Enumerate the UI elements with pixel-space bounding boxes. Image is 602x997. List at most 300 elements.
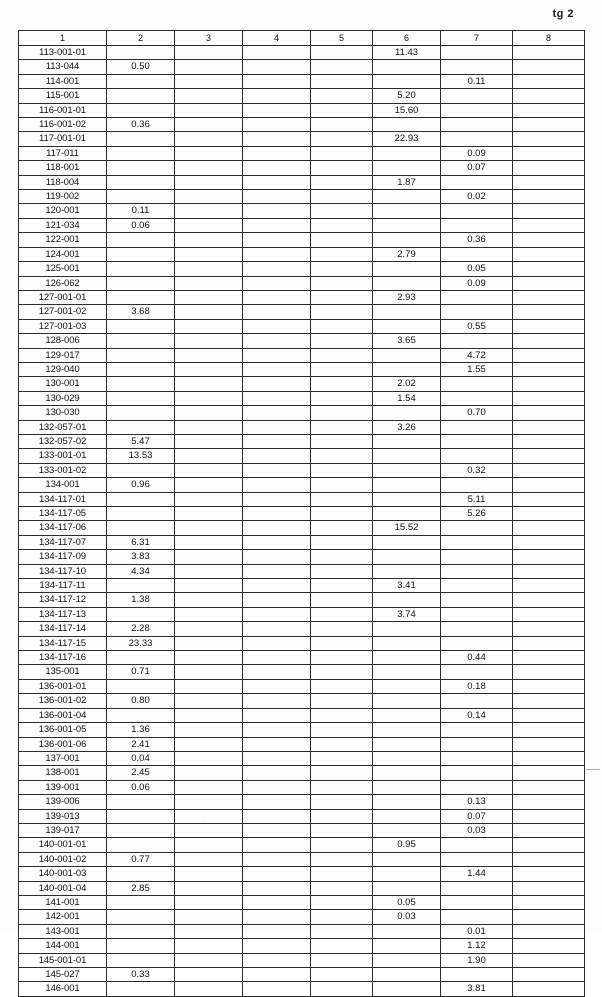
value-cell-col4: [243, 564, 311, 578]
value-cell-col4: [243, 867, 311, 881]
value-cell-col3: [175, 622, 243, 636]
row-code-cell: 130-030: [19, 406, 107, 420]
value-cell-col4: [243, 334, 311, 348]
table-row: [19, 233, 585, 247]
table-row: [19, 204, 585, 218]
value-cell-col6: 5.20: [373, 89, 441, 103]
value-cell-col6: 1.54: [373, 391, 441, 405]
value-cell-col3: [175, 74, 243, 88]
row-code-cell: 122-001: [19, 233, 107, 247]
value-cell-col8: [513, 852, 585, 866]
page-header-label: tg 2: [552, 8, 574, 20]
column-header-3: 3: [175, 31, 243, 46]
value-cell-col2: [107, 89, 175, 103]
value-cell-col8: [513, 708, 585, 722]
value-cell-col8: [513, 737, 585, 751]
row-code-cell: 121-034: [19, 218, 107, 232]
value-cell-col2: 6.31: [107, 535, 175, 549]
row-code-cell: 140-001-04: [19, 881, 107, 895]
value-cell-col8: [513, 521, 585, 535]
value-cell-col6: [373, 463, 441, 477]
value-cell-col3: [175, 694, 243, 708]
value-cell-col2: 0.77: [107, 852, 175, 866]
table-row: [19, 780, 585, 794]
value-cell-col3: [175, 118, 243, 132]
value-cell-col5: [311, 46, 373, 60]
table-row: [19, 463, 585, 477]
value-cell-col5: [311, 737, 373, 751]
value-cell-col8: [513, 233, 585, 247]
value-cell-col7: [441, 449, 513, 463]
value-cell-col5: [311, 521, 373, 535]
row-code-cell: 132-057-02: [19, 434, 107, 448]
table-row: [19, 478, 585, 492]
table-row: [19, 175, 585, 189]
value-cell-col6: [373, 924, 441, 938]
value-cell-col3: [175, 233, 243, 247]
value-cell-col5: [311, 262, 373, 276]
value-cell-col8: [513, 420, 585, 434]
table-row: [19, 679, 585, 693]
value-cell-col5: [311, 751, 373, 765]
value-cell-col6: [373, 305, 441, 319]
value-cell-col4: [243, 939, 311, 953]
row-code-cell: 120-001: [19, 204, 107, 218]
value-cell-col4: [243, 218, 311, 232]
value-cell-col7: 0.05: [441, 262, 513, 276]
value-cell-col2: 5.47: [107, 434, 175, 448]
value-cell-col3: [175, 780, 243, 794]
row-code-cell: 139-017: [19, 823, 107, 837]
value-cell-col4: [243, 521, 311, 535]
value-cell-col7: [441, 852, 513, 866]
value-cell-col6: [373, 708, 441, 722]
value-cell-col8: [513, 218, 585, 232]
value-cell-col5: [311, 463, 373, 477]
value-cell-col7: 1.44: [441, 867, 513, 881]
row-code-cell: 134-117-12: [19, 593, 107, 607]
value-cell-col2: [107, 651, 175, 665]
value-cell-col3: [175, 319, 243, 333]
row-code-cell: 144-001: [19, 939, 107, 953]
table-row: [19, 89, 585, 103]
value-cell-col8: [513, 175, 585, 189]
value-cell-col3: [175, 521, 243, 535]
value-cell-col8: [513, 939, 585, 953]
value-cell-col6: [373, 74, 441, 88]
value-cell-col7: [441, 175, 513, 189]
value-cell-col4: [243, 74, 311, 88]
table-row: [19, 723, 585, 737]
value-cell-col4: [243, 247, 311, 261]
column-header-7: 7: [441, 31, 513, 46]
value-cell-col8: [513, 564, 585, 578]
value-cell-col6: [373, 564, 441, 578]
value-cell-col5: [311, 305, 373, 319]
value-cell-col5: [311, 319, 373, 333]
table-row: [19, 492, 585, 506]
value-cell-col7: [441, 535, 513, 549]
value-cell-col8: [513, 953, 585, 967]
table-row: [19, 579, 585, 593]
value-cell-col2: 2.45: [107, 766, 175, 780]
value-cell-col2: [107, 895, 175, 909]
column-header-2: 2: [107, 31, 175, 46]
value-cell-col2: [107, 348, 175, 362]
value-cell-col7: [441, 334, 513, 348]
value-cell-col5: [311, 118, 373, 132]
table-body: [19, 46, 585, 997]
table-row: [19, 362, 585, 376]
value-cell-col4: [243, 46, 311, 60]
value-cell-col8: [513, 204, 585, 218]
value-cell-col6: [373, 679, 441, 693]
row-code-cell: 134-117-16: [19, 651, 107, 665]
value-cell-col3: [175, 334, 243, 348]
value-cell-col7: [441, 478, 513, 492]
value-cell-col2: [107, 521, 175, 535]
value-cell-col6: [373, 809, 441, 823]
table-row: [19, 939, 585, 953]
value-cell-col8: [513, 550, 585, 564]
value-cell-col3: [175, 766, 243, 780]
value-cell-col7: 0.55: [441, 319, 513, 333]
value-cell-col5: [311, 593, 373, 607]
value-cell-col5: [311, 420, 373, 434]
value-cell-col4: [243, 305, 311, 319]
table-row: [19, 550, 585, 564]
value-cell-col4: [243, 679, 311, 693]
value-cell-col2: [107, 290, 175, 304]
value-cell-col2: [107, 190, 175, 204]
value-cell-col2: [107, 233, 175, 247]
value-cell-col4: [243, 175, 311, 189]
value-cell-col7: [441, 204, 513, 218]
row-code-cell: 116-001-02: [19, 118, 107, 132]
value-cell-col3: [175, 579, 243, 593]
value-cell-col7: [441, 910, 513, 924]
table-row: [19, 867, 585, 881]
value-cell-col3: [175, 708, 243, 722]
value-cell-col3: [175, 809, 243, 823]
value-cell-col8: [513, 881, 585, 895]
row-code-cell: 140-001-02: [19, 852, 107, 866]
value-cell-col7: [441, 46, 513, 60]
table-row: [19, 60, 585, 74]
value-cell-col6: [373, 622, 441, 636]
value-cell-col5: [311, 665, 373, 679]
table-row: [19, 305, 585, 319]
table-row: [19, 103, 585, 117]
value-cell-col4: [243, 262, 311, 276]
row-code-cell: 113-001-01: [19, 46, 107, 60]
value-cell-col6: [373, 449, 441, 463]
value-cell-col8: [513, 319, 585, 333]
value-cell-col7: [441, 895, 513, 909]
value-cell-col5: [311, 723, 373, 737]
value-cell-col6: 15.52: [373, 521, 441, 535]
value-cell-col2: [107, 910, 175, 924]
value-cell-col8: [513, 463, 585, 477]
value-cell-col3: [175, 377, 243, 391]
row-code-cell: 132-057-01: [19, 420, 107, 434]
value-cell-col4: [243, 362, 311, 376]
value-cell-col3: [175, 665, 243, 679]
value-cell-col3: [175, 262, 243, 276]
value-cell-col3: [175, 247, 243, 261]
row-code-cell: 128-006: [19, 334, 107, 348]
value-cell-col4: [243, 780, 311, 794]
value-cell-col5: [311, 968, 373, 982]
row-code-cell: 136-001-05: [19, 723, 107, 737]
value-cell-col2: [107, 982, 175, 996]
value-cell-col6: [373, 233, 441, 247]
value-cell-col3: [175, 132, 243, 146]
value-cell-col4: [243, 276, 311, 290]
value-cell-col6: [373, 218, 441, 232]
value-cell-col8: [513, 406, 585, 420]
value-cell-col2: [107, 262, 175, 276]
value-cell-col4: [243, 233, 311, 247]
value-cell-col2: 13.53: [107, 449, 175, 463]
table-row: [19, 665, 585, 679]
value-cell-col4: [243, 636, 311, 650]
value-cell-col6: [373, 766, 441, 780]
value-cell-col7: 0.02: [441, 190, 513, 204]
value-cell-col3: [175, 391, 243, 405]
value-cell-col6: [373, 852, 441, 866]
value-cell-col8: [513, 89, 585, 103]
row-code-cell: 117-001-01: [19, 132, 107, 146]
row-code-cell: 124-001: [19, 247, 107, 261]
value-cell-col6: 0.95: [373, 838, 441, 852]
value-cell-col3: [175, 89, 243, 103]
value-cell-col8: [513, 290, 585, 304]
value-cell-col8: [513, 895, 585, 909]
value-cell-col4: [243, 406, 311, 420]
value-cell-col5: [311, 766, 373, 780]
value-cell-col8: [513, 823, 585, 837]
value-cell-col4: [243, 895, 311, 909]
value-cell-col2: 0.50: [107, 60, 175, 74]
row-code-cell: 134-117-01: [19, 492, 107, 506]
value-cell-col6: [373, 507, 441, 521]
value-cell-col3: [175, 679, 243, 693]
value-cell-col6: [373, 118, 441, 132]
value-cell-col3: [175, 535, 243, 549]
row-code-cell: 135-001: [19, 665, 107, 679]
value-cell-col7: [441, 579, 513, 593]
table-row: [19, 449, 585, 463]
row-code-cell: 130-029: [19, 391, 107, 405]
value-cell-col4: [243, 507, 311, 521]
value-cell-col4: [243, 593, 311, 607]
value-cell-col5: [311, 651, 373, 665]
value-cell-col6: [373, 867, 441, 881]
value-cell-col7: [441, 103, 513, 117]
value-cell-col7: [441, 132, 513, 146]
row-code-cell: 136-001-01: [19, 679, 107, 693]
value-cell-col2: [107, 377, 175, 391]
row-code-cell: 133-001-02: [19, 463, 107, 477]
column-header-4: 4: [243, 31, 311, 46]
value-cell-col3: [175, 564, 243, 578]
value-cell-col2: 23.33: [107, 636, 175, 650]
row-code-cell: 127-001-02: [19, 305, 107, 319]
value-cell-col5: [311, 478, 373, 492]
table-row: [19, 146, 585, 160]
row-code-cell: 136-001-04: [19, 708, 107, 722]
table-row: [19, 607, 585, 621]
value-cell-col4: [243, 737, 311, 751]
table-row: [19, 348, 585, 362]
row-code-cell: 142-001: [19, 910, 107, 924]
value-cell-col8: [513, 305, 585, 319]
table-row: [19, 290, 585, 304]
value-cell-col6: 15.60: [373, 103, 441, 117]
scan-edge-mark: [586, 769, 600, 770]
value-cell-col6: [373, 319, 441, 333]
row-code-cell: 134-117-05: [19, 507, 107, 521]
value-cell-col7: [441, 420, 513, 434]
value-cell-col6: [373, 60, 441, 74]
value-cell-col4: [243, 89, 311, 103]
value-cell-col6: 0.03: [373, 910, 441, 924]
value-cell-col8: [513, 276, 585, 290]
value-cell-col4: [243, 694, 311, 708]
value-cell-col7: 0.09: [441, 146, 513, 160]
row-code-cell: 134-117-07: [19, 535, 107, 549]
value-cell-col7: [441, 593, 513, 607]
table-row: [19, 377, 585, 391]
value-cell-col3: [175, 823, 243, 837]
value-cell-col3: [175, 161, 243, 175]
value-cell-col3: [175, 651, 243, 665]
row-code-cell: 126-062: [19, 276, 107, 290]
value-cell-col7: [441, 434, 513, 448]
value-cell-col3: [175, 463, 243, 477]
row-code-cell: 125-001: [19, 262, 107, 276]
value-cell-col4: [243, 708, 311, 722]
value-cell-col3: [175, 290, 243, 304]
value-cell-col8: [513, 982, 585, 996]
value-cell-col3: [175, 434, 243, 448]
value-cell-col4: [243, 982, 311, 996]
value-cell-col8: [513, 751, 585, 765]
value-cell-col4: [243, 535, 311, 549]
value-cell-col6: [373, 636, 441, 650]
row-code-cell: 127-001-01: [19, 290, 107, 304]
value-cell-col4: [243, 146, 311, 160]
value-cell-col7: [441, 694, 513, 708]
value-cell-col4: [243, 449, 311, 463]
value-cell-col8: [513, 679, 585, 693]
value-cell-col3: [175, 852, 243, 866]
value-cell-col8: [513, 622, 585, 636]
value-cell-col7: [441, 89, 513, 103]
row-code-cell: 113-044: [19, 60, 107, 74]
value-cell-col5: [311, 362, 373, 376]
value-cell-col5: [311, 233, 373, 247]
value-cell-col5: [311, 290, 373, 304]
value-cell-col3: [175, 305, 243, 319]
value-cell-col6: [373, 262, 441, 276]
value-cell-col6: [373, 146, 441, 160]
table-row: [19, 766, 585, 780]
value-cell-col5: [311, 838, 373, 852]
table-row: [19, 968, 585, 982]
value-cell-col7: [441, 247, 513, 261]
value-cell-col6: [373, 795, 441, 809]
value-cell-col4: [243, 420, 311, 434]
value-cell-col3: [175, 492, 243, 506]
value-cell-col7: [441, 118, 513, 132]
value-cell-col6: [373, 694, 441, 708]
value-cell-col4: [243, 651, 311, 665]
value-cell-col8: [513, 362, 585, 376]
value-cell-col8: [513, 607, 585, 621]
value-cell-col2: [107, 334, 175, 348]
value-cell-col4: [243, 607, 311, 621]
table-row: [19, 434, 585, 448]
value-cell-col8: [513, 449, 585, 463]
data-table: [18, 30, 585, 997]
value-cell-col5: [311, 161, 373, 175]
value-cell-col4: [243, 823, 311, 837]
value-cell-col8: [513, 910, 585, 924]
value-cell-col6: 22.93: [373, 132, 441, 146]
value-cell-col4: [243, 723, 311, 737]
table-header-row: [19, 31, 585, 46]
data-table-container: [18, 30, 584, 997]
value-cell-col2: [107, 146, 175, 160]
row-code-cell: 139-013: [19, 809, 107, 823]
column-header-5: 5: [311, 31, 373, 46]
value-cell-col2: [107, 420, 175, 434]
value-cell-col4: [243, 838, 311, 852]
value-cell-col4: [243, 953, 311, 967]
value-cell-col5: [311, 276, 373, 290]
value-cell-col8: [513, 535, 585, 549]
value-cell-col3: [175, 895, 243, 909]
value-cell-col5: [311, 708, 373, 722]
row-code-cell: 129-040: [19, 362, 107, 376]
value-cell-col7: [441, 622, 513, 636]
value-cell-col8: [513, 146, 585, 160]
value-cell-col3: [175, 146, 243, 160]
row-code-cell: 134-117-06: [19, 521, 107, 535]
row-code-cell: 117-011: [19, 146, 107, 160]
value-cell-col3: [175, 968, 243, 982]
table-row: [19, 852, 585, 866]
value-cell-col7: [441, 607, 513, 621]
value-cell-col8: [513, 334, 585, 348]
value-cell-col2: 3.83: [107, 550, 175, 564]
table-row: [19, 319, 585, 333]
row-code-cell: 139-006: [19, 795, 107, 809]
value-cell-col7: [441, 636, 513, 650]
table-row: [19, 535, 585, 549]
value-cell-col2: [107, 362, 175, 376]
column-header-1: 1: [19, 31, 107, 46]
value-cell-col5: [311, 679, 373, 693]
value-cell-col7: [441, 564, 513, 578]
value-cell-col7: 0.13: [441, 795, 513, 809]
value-cell-col6: 2.93: [373, 290, 441, 304]
value-cell-col2: [107, 507, 175, 521]
row-code-cell: 134-117-09: [19, 550, 107, 564]
value-cell-col6: 3.74: [373, 607, 441, 621]
